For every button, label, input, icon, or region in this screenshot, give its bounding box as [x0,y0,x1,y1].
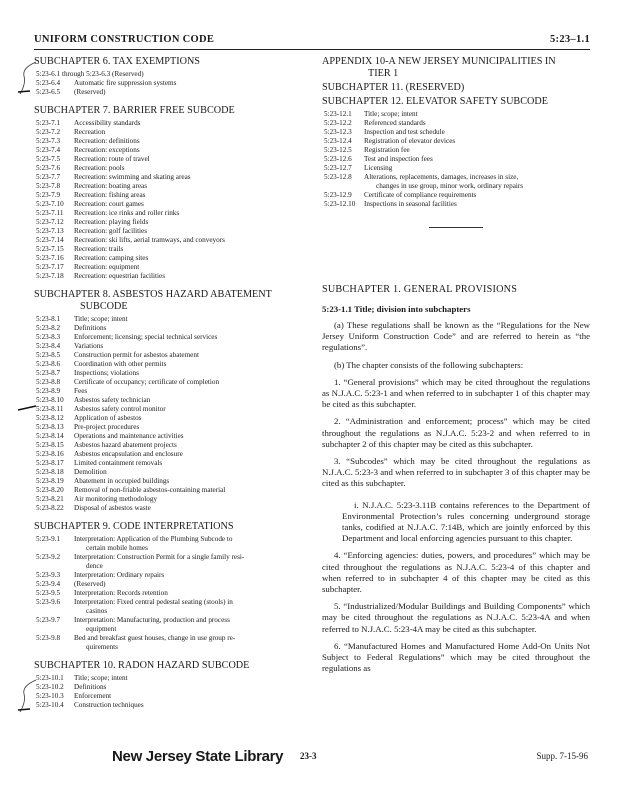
section-number: 5:23-8.9 [36,387,61,395]
toc-entry [34,486,312,495]
section-number: 5:23-12.10 [324,200,356,208]
section-title: Pre-project procedures [74,423,140,431]
section-number: 5:23-7.14 [36,236,64,244]
section-title: Recreation: equipment [74,263,140,271]
section-number: 5:23-8.18 [36,468,64,476]
toc-entry [322,200,590,209]
toc-entry [34,254,312,263]
toc-entry [34,369,312,378]
toc-entry [34,324,312,333]
section-number: 5:23-8.20 [36,486,64,494]
section-number: 5:23-10.4 [36,701,64,709]
section-title: Inspection and test schedule [364,128,445,136]
toc-entry [34,79,312,88]
toc-entry [34,245,312,254]
body-paragraphs-continued [322,550,590,674]
toc-entry [322,146,590,155]
toc-entry [34,495,312,504]
section-number: 5:23-7.11 [36,209,64,217]
section-number: 5:23-12.9 [324,191,352,199]
section-number: 5:23-9.1 [36,535,61,543]
toc-entry [34,119,312,128]
body-paragraph: (b) The chapter consists of the following subchapters: [334,359,524,370]
toc-entry [34,182,312,191]
section-number: 5:23-7.10 [36,200,64,208]
section-number: 5:23-8.13 [36,423,64,431]
section-number: 5:23-8.22 [36,504,64,512]
toc-entry [34,423,312,432]
toc-entry [322,137,590,146]
subchapter-heading: SUBCHAPTER 9. CODE INTERPRETATIONS [34,521,234,532]
running-header [34,34,590,48]
section-title: Demolition [74,468,107,476]
page-number: 23-3 [300,751,317,761]
section-title: Certificate of compliance requirements [364,191,477,199]
toc-entry [34,683,312,692]
subchapter-toc [34,674,312,710]
section-number: 5:23-7.15 [36,245,64,253]
subchapter-toc [34,70,312,97]
subchapter-heading: SUBCHAPTER 8. ASBESTOS HAZARD ABATEMENT SUBCODE [34,289,272,312]
toc-entry [34,441,312,450]
section-title: Interpretation: Application of the Plumbing Subcode to certain mobile homes [74,535,233,552]
section-title: (Reserved) [74,88,106,96]
toc-entry [34,580,312,589]
section-title: Recreation: golf facilities [74,227,148,235]
section-title: Inspections; violations [74,369,139,377]
section-title: Recreation: ice rinks and roller rinks [74,209,180,217]
left-column [34,56,312,718]
library-stamp: New Jersey State Library [112,748,284,765]
section-number: 5:23-8.5 [36,351,61,359]
section-title: Limited containment removals [74,459,163,467]
section-number: 5:23-7.2 [36,128,61,136]
toc-entry [34,674,312,683]
section-title: Interpretation: Ordinary repairs [74,571,165,579]
subchapter-heading: SUBCHAPTER 7. BARRIER FREE SUBCODE [34,105,235,116]
section-number: 5:23-10.2 [36,683,64,691]
section-title: Enforcement [74,692,112,700]
section-number: 5:23-7.12 [36,218,64,226]
section-title: Recreation: exceptions [74,146,140,154]
subchapter-1-heading: SUBCHAPTER 1. GENERAL PROVISIONS [322,284,518,295]
toc-entry [34,70,312,79]
section-title: Registration of elevator devices [364,137,456,145]
section-number: 5:23-9.7 [36,616,61,624]
toc-entry [34,616,312,634]
section-number: 5:23-7.5 [36,155,61,163]
toc-entry [34,571,312,580]
section-number: 5:23-8.14 [36,432,64,440]
section-title: Recreation: fishing areas [74,191,146,199]
toc-entry [322,110,590,119]
toc-entry [34,236,312,245]
body-paragraph: 1. “General provisions” which may be cited throughout the regulations as N.J.A.C. 5:23-1 and when referred to in subchapter 1 of this chapter may be cited as this subchapter. [322,376,590,410]
section-title: Inspections in seasonal facilities [364,200,457,208]
section-title: Recreation: ski lifts, aerial tramways, and conveyors [74,236,225,244]
toc-entry [34,468,312,477]
section-number: 5:23-7.1 [36,119,61,127]
section-title: Alterations, replacements, damages, increases in size, changes in use group, minor work, ordinary repairs [364,173,524,190]
toc-entry [34,227,312,236]
section-number: 5:23-6.4 [36,79,61,87]
toc-entry [34,589,312,598]
section-title: Interpretation: Records retention [74,589,168,597]
section-title: Interpretation: Fixed central pedestal seating (stools) in casinos [74,598,233,615]
section-number: 5:23-7.6 [36,164,61,172]
section-number: 5:23-6.5 [36,88,61,96]
section-number: 5:23-9.5 [36,589,61,597]
section-title: Abatement in occupied buildings [74,477,170,485]
body-paragraph: (a) These regulations shall be known as the “Regulations for the New Jersey Uniform Construction Code” and are referred to herein as “the regulations”. [322,320,590,353]
page-footer [0,748,618,770]
section-title: Enforcement; licensing; special technical services [74,333,218,341]
toc-entry [34,351,312,360]
section-number: 5:23-8.19 [36,477,64,485]
section-title: Bed and breakfast guest houses, change in use group re- quirements [74,634,236,651]
section-number: 5:23-9.8 [36,634,61,642]
section-number: 5:23-7.4 [36,146,61,154]
toc-entry [34,315,312,324]
indented-paragraph: i. N.J.A.C. 5:23-3.11B contains references to the Department of Environmental Protection’s rules concerning underground storage tanks, codified at N.J.A.C. 7:14B, which are jointly enforced by this Department and local enforcing agencies pursuant to this chapter. [342,499,590,544]
section-number: 5:23-9.3 [36,571,61,579]
toc-entry [34,200,312,209]
section-title: Accessibility standards [74,119,141,127]
body-paragraph: 2. “Administration and enforcement; process” which may be cited throughout the regulations as N.J.A.C. 5:23-2 and when referred to in subchapter 2 of this chapter may be cited as this subchapter. [322,416,590,449]
section-title: Fees [74,387,88,395]
section-number: 5:23-7.7 [36,173,61,181]
toc-entry [322,119,590,128]
section-number: 5:23-9.4 [36,580,61,588]
toc-entry [34,164,312,173]
section-number: 5:23-8.2 [36,324,61,332]
section-number: 5:23-8.15 [36,441,64,449]
section-title: Asbestos hazard abatement projects [74,441,177,449]
section-title: Disposal of asbestos waste [74,504,151,512]
subchapter-11-heading: SUBCHAPTER 11. (RESERVED) [322,82,465,93]
section-title: Recreation: definitions [74,137,140,145]
handwritten-bracket-mark-icon [14,676,40,716]
section-title: Interpretation: Construction Permit for a single family resi- dence [74,553,245,570]
section-title: Construction permit for asbestos abatement [74,351,199,359]
section-title: Referenced standards [364,119,426,127]
section-number: 5:23-12.2 [324,119,352,127]
section-title: Operations and maintenance activities [74,432,184,440]
section-number: 5:23-10.1 [36,674,64,682]
section-number: 5:23-12.5 [324,146,352,154]
appendix-heading: APPENDIX 10-A NEW JERSEY MUNICIPALITIES IN TIER 1 [322,56,556,79]
header-section-number: 5:23–1.1 [549,34,590,45]
section-number: 5:23-7.17 [36,263,64,271]
toc-entry [34,459,312,468]
toc-entry [34,137,312,146]
section-number: 5:23-12.7 [324,164,352,172]
section-number: 5:23-8.6 [36,360,61,368]
toc-entry [34,535,312,553]
section-number: 5:23-6.1 through 5:23-6.3 (Reserved) [36,70,144,78]
section-number: 5:23-7.18 [36,272,64,280]
toc-entry [34,553,312,571]
toc-entry [34,477,312,486]
section-title: Recreation: route of travel [74,155,150,163]
body-paragraph: 5. “Industrialized/Modular Buildings and Building Components” which may be cited throughout the regulations as N.J.A.C. 5:23-4A and when referred to N.J.A.C. 5:23-4A may be cited as this subchapter. [322,601,590,634]
handwritten-arrow-mark-icon [14,400,40,416]
body-paragraph: 4. “Enforcing agencies: duties, powers, and procedures” which may be cited throughout the regulations as N.J.A.C. 5:23-4 of this chapter and when referred to in subchapter 4 of this chapter may be cited as this subchapter. [322,550,590,595]
toc-entry [34,209,312,218]
section-title: Removal of non-friable asbestos-containing material [74,486,226,494]
toc-entry [34,396,312,405]
toc-entry [34,414,312,423]
subchapter-toc [34,119,312,281]
section-title: Title; scope; intent [74,315,128,323]
section-title: Title; scope; intent [364,110,418,118]
toc-entry [34,155,312,164]
supplement-date: Supp. 7-15-96 [536,751,588,761]
section-title: Recreation: pools [74,164,125,172]
subchapter-toc [34,535,312,652]
toc-entry [34,432,312,441]
section-title: Recreation: playing fields [74,218,149,226]
section-number: 5:23-8.1 [36,315,61,323]
toc-entry [34,378,312,387]
section-number: 5:23-7.3 [36,137,61,145]
right-column [322,56,590,674]
toc-entry [34,701,312,710]
toc-entry [34,504,312,513]
toc-entry [34,191,312,200]
section-title: Construction techniques [74,701,144,709]
toc-entry [34,272,312,281]
section-number: 5:23-7.13 [36,227,64,235]
section-title: Definitions [74,324,107,332]
section-title: (Reserved) [74,580,106,588]
section-title: Title; scope; intent [74,674,128,682]
section-title: Definitions [74,683,107,691]
section-title: Interpretation: Manufacturing, production and process equipment [74,616,230,633]
toc-entry [322,128,590,137]
toc-entry [34,342,312,351]
section-number: 5:23-12.1 [324,110,352,118]
toc-entry [34,360,312,369]
toc-entry [34,387,312,396]
section-title: Recreation: camping sites [74,254,149,262]
section-title: 5:23-1.1 Title; division into subchapters [322,304,471,314]
section-number: 5:23-8.8 [36,378,61,386]
toc-entry [34,128,312,137]
section-number: 5:23-8.4 [36,342,61,350]
section-number: 5:23-12.6 [324,155,352,163]
toc-entry [34,88,312,97]
header-title: UNIFORM CONSTRUCTION CODE [34,34,215,45]
header-rule [34,49,590,50]
section-title: Recreation: boating areas [74,182,148,190]
section-title: Asbestos safety technician [74,396,151,404]
section-number: 5:23-8.3 [36,333,61,341]
toc-entry [34,405,312,414]
toc-entry [34,450,312,459]
section-number: 5:23-8.7 [36,369,61,377]
section-number: 5:23-9.6 [36,598,61,606]
subchapter-toc [34,315,312,513]
toc-entry [34,598,312,616]
section-title: Air monitoring methodology [74,495,158,503]
section-title: Recreation: court games [74,200,144,208]
handwritten-bracket-mark-icon [14,58,40,98]
toc-entry [34,218,312,227]
section-number: 5:23-8.21 [36,495,64,503]
section-title: Recreation: equestrian facilities [74,272,166,280]
toc-entry [322,155,590,164]
section-title: Recreation: trails [74,245,124,253]
section-title: Coordination with other permits [74,360,167,368]
subchapter-heading: SUBCHAPTER 10. RADON HAZARD SUBCODE [34,660,250,671]
body-paragraph: 6. “Manufactured Homes and Manufactured Home Add-On Units Not Subject to Federal Regulations” which may be cited throughout the regulations as [322,640,590,674]
subchapter-heading: SUBCHAPTER 6. TAX EXEMPTIONS [34,56,200,67]
toc-entry [322,164,590,173]
section-title: Test and inspection fees [364,155,433,163]
section-title: Asbestos encapsulation and enclosure [74,450,183,458]
toc-entry [322,191,590,200]
section-title: Licensing [364,164,393,172]
section-title: Certificate of occupancy; certificate of completion [74,378,220,386]
toc-entry [34,692,312,701]
section-number: 5:23-8.12 [36,414,64,422]
toc-entry [34,146,312,155]
body-paragraphs [322,320,590,490]
section-divider [429,227,483,228]
subchapter-12-heading: SUBCHAPTER 12. ELEVATOR SAFETY SUBCODE [322,96,548,107]
section-number: 5:23-10.3 [36,692,64,700]
section-title: Asbestos safety control monitor [74,405,166,413]
toc-entry [34,173,312,182]
section-title: Automatic fire suppression systems [74,79,177,87]
section-number: 5:23-8.11 [36,405,64,413]
section-number: 5:23-9.2 [36,553,61,561]
section-number: 5:23-7.9 [36,191,61,199]
subchapter-12-toc [322,110,590,209]
toc-entry [34,634,312,652]
toc-entry [34,263,312,272]
section-number: 5:23-12.3 [324,128,352,136]
section-number: 5:23-12.4 [324,137,352,145]
section-title [144,70,312,79]
section-number: 5:23-8.16 [36,450,64,458]
section-number: 5:23-8.17 [36,459,64,467]
section-title: Recreation: swimming and skating areas [74,173,191,181]
section-title: Registration fee [364,146,410,154]
section-title: Recreation [74,128,106,136]
section-number: 5:23-7.8 [36,182,61,190]
toc-entry [34,333,312,342]
section-number: 5:23-12.8 [324,173,352,181]
section-title: Application of asbestos [74,414,142,422]
section-title: Variations [74,342,104,350]
body-paragraph: 3. “Subcodes” which may be cited throughout the regulations as N.J.A.C. 5:23-3 and when referred to in subchapter 3 of this chapter may be cited as this subchapter. [322,456,590,489]
toc-entry [322,173,590,191]
section-number: 5:23-7.16 [36,254,64,262]
section-number: 5:23-8.10 [36,396,64,404]
